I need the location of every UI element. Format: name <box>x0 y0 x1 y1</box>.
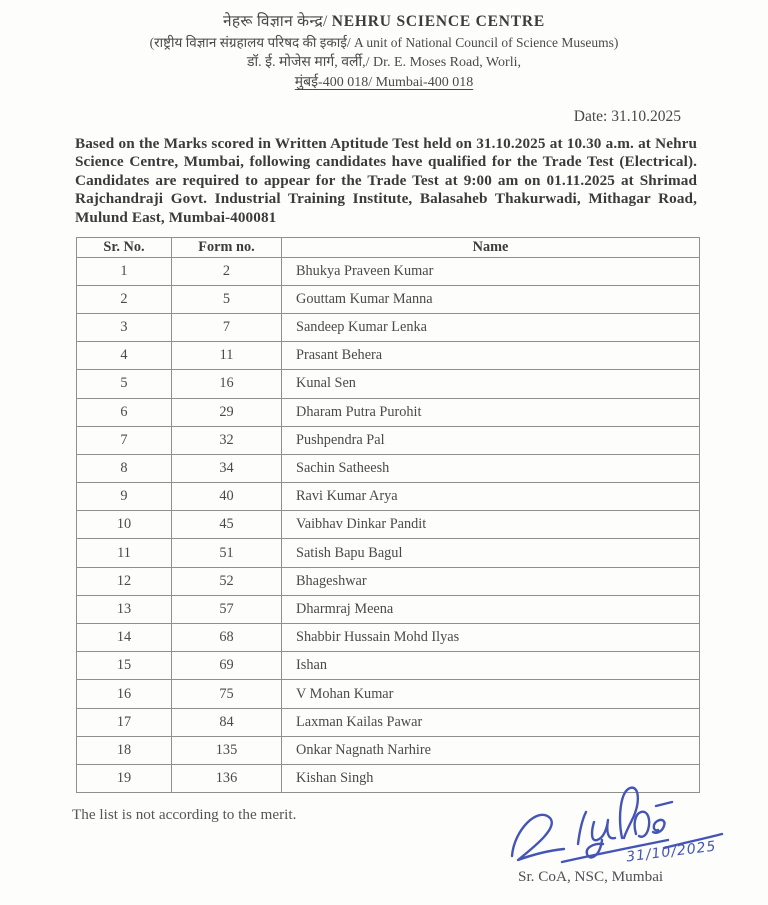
name-cell: Laxman Kailas Pawar <box>282 708 700 736</box>
name-cell: Sandeep Kumar Lenka <box>282 313 700 341</box>
sr-no-cell: 16 <box>77 680 172 708</box>
form-no-cell: 7 <box>172 313 282 341</box>
name-cell: Bhageshwar <box>282 567 700 595</box>
sr-no-cell: 2 <box>77 285 172 313</box>
name-cell: Satish Bapu Bagul <box>282 539 700 567</box>
signature-block <box>498 782 753 897</box>
table-row <box>77 313 700 341</box>
table-row <box>77 285 700 313</box>
form-no-cell: 69 <box>172 652 282 680</box>
name-cell: Bhukya Praveen Kumar <box>282 257 700 285</box>
org-subtitle: (राष्ट्रीय विज्ञान संग्रहालय परिषद की इकाई/ A unit of National Council of Science Museums) <box>149 35 619 51</box>
form-no-cell: 32 <box>172 426 282 454</box>
table-header-row <box>77 237 700 257</box>
table-row <box>77 708 700 736</box>
name-cell: Ravi Kumar Arya <box>282 483 700 511</box>
sr-no-cell: 14 <box>77 624 172 652</box>
table-row <box>77 426 700 454</box>
name-cell: Pushpendra Pal <box>282 426 700 454</box>
sr-no-cell: 11 <box>77 539 172 567</box>
sr-no-cell: 13 <box>77 595 172 623</box>
table-row <box>77 398 700 426</box>
table-row <box>77 652 700 680</box>
header-sr-no: Sr. No. <box>77 237 172 257</box>
sr-no-cell: 1 <box>77 257 172 285</box>
name-cell: Onkar Nagnath Narhire <box>282 736 700 764</box>
name-cell: Dharam Putra Purohit <box>282 398 700 426</box>
table-row <box>77 680 700 708</box>
sr-no-cell: 10 <box>77 511 172 539</box>
name-cell: Kishan Singh <box>282 764 700 792</box>
header-name: Name <box>282 237 700 257</box>
form-no-cell: 29 <box>172 398 282 426</box>
table-row <box>77 257 700 285</box>
name-cell: Sachin Satheesh <box>282 454 700 482</box>
name-cell: Vaibhav Dinkar Pandit <box>282 511 700 539</box>
sr-no-cell: 6 <box>77 398 172 426</box>
form-no-cell: 40 <box>172 483 282 511</box>
form-no-cell: 135 <box>172 736 282 764</box>
form-no-cell: 45 <box>172 511 282 539</box>
candidate-table-body <box>77 257 700 793</box>
sr-no-cell: 8 <box>77 454 172 482</box>
table-row <box>77 454 700 482</box>
signatory-title: Sr. CoA, NSC, Mumbai <box>518 868 664 885</box>
table-row <box>77 483 700 511</box>
org-address: डॉ. ई. मोजेस मार्ग, वर्ली,/ Dr. E. Moses Road, Worli, <box>247 55 521 71</box>
name-cell: Shabbir Hussain Mohd Ilyas <box>282 624 700 652</box>
merit-note: The list is not according to the merit. <box>72 806 297 823</box>
table-row <box>77 342 700 370</box>
sr-no-cell: 7 <box>77 426 172 454</box>
sr-no-cell: 18 <box>77 736 172 764</box>
form-no-cell: 51 <box>172 539 282 567</box>
date-line: Date: 31.10.2025 <box>573 107 681 125</box>
form-no-cell: 52 <box>172 567 282 595</box>
sr-no-cell: 3 <box>77 313 172 341</box>
sr-no-cell: 19 <box>77 764 172 792</box>
org-city: मुंबई-400 018/ Mumbai-400 018 <box>294 75 474 91</box>
name-cell: Prasant Behera <box>282 342 700 370</box>
candidates-table <box>76 237 700 794</box>
form-no-cell: 5 <box>172 285 282 313</box>
table-row <box>77 539 700 567</box>
org-name-english: NEHRU SCIENCE CENTRE <box>331 13 546 30</box>
header-form-no: Form no. <box>172 237 282 257</box>
org-name <box>0 11 768 33</box>
form-no-cell: 2 <box>172 257 282 285</box>
name-cell: Kunal Sen <box>282 370 700 398</box>
table-row <box>77 511 700 539</box>
table-row <box>77 736 700 764</box>
sr-no-cell: 4 <box>77 342 172 370</box>
notice-paragraph: Based on the Marks scored in Written Aptitude Test held on 31.10.2025 at 10.30 a.m. at Nehru Science Centre, Mumbai, following candidates have qualified for the Trade Test (Electrical). Candidates are required to appear for the Trade Test at 9:00 am on 01.11.2025 at Shrimad Rajchandraji Govt. Industrial Training Institute, Balasaheb Thakurwadi, Mithagar Road, Mulund East, Mumbai-400081 <box>75 134 697 226</box>
form-no-cell: 84 <box>172 708 282 736</box>
form-no-cell: 136 <box>172 764 282 792</box>
table-row <box>77 624 700 652</box>
sr-no-cell: 9 <box>77 483 172 511</box>
name-cell: Dharmraj Meena <box>282 595 700 623</box>
sr-no-cell: 12 <box>77 567 172 595</box>
sr-no-cell: 5 <box>77 370 172 398</box>
handwritten-date: 31/10/2025 <box>625 838 718 866</box>
form-no-cell: 11 <box>172 342 282 370</box>
form-no-cell: 34 <box>172 454 282 482</box>
table-row <box>77 595 700 623</box>
form-no-cell: 75 <box>172 680 282 708</box>
form-no-cell: 68 <box>172 624 282 652</box>
org-name-hindi: नेहरू विज्ञान केन्द्र/ <box>222 13 328 30</box>
name-cell: V Mohan Kumar <box>282 680 700 708</box>
sr-no-cell: 15 <box>77 652 172 680</box>
form-no-cell: 57 <box>172 595 282 623</box>
table-row <box>77 370 700 398</box>
letterhead <box>0 0 768 94</box>
table-row <box>77 567 700 595</box>
name-cell: Gouttam Kumar Manna <box>282 285 700 313</box>
form-no-cell: 16 <box>172 370 282 398</box>
name-cell: Ishan <box>282 652 700 680</box>
sr-no-cell: 17 <box>77 708 172 736</box>
